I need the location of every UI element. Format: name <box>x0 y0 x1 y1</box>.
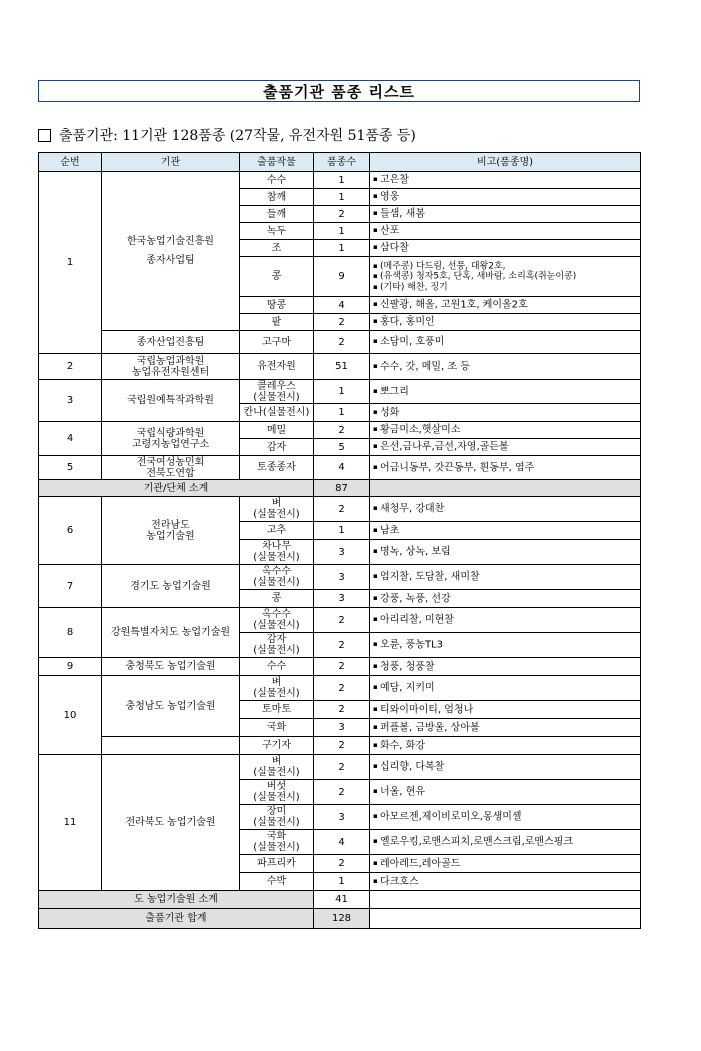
org-name-line2: 농업유전자원센터 <box>131 366 210 378</box>
note-line: ▪ (유색콩) 청자5호, 단혹, 새바람, 소리혹(쥐눈이콩) <box>373 271 637 282</box>
crop-cell <box>240 540 314 565</box>
count-cell: 2 <box>314 737 370 755</box>
empty-cell <box>370 480 641 497</box>
subtotal-count: 87 <box>314 480 370 497</box>
section-heading <box>38 125 416 145</box>
row-number: 5 <box>39 456 102 480</box>
crop-cell <box>240 805 314 830</box>
crop-cell: 참깨 <box>240 189 314 206</box>
crop-line1: 벼 <box>271 498 282 509</box>
crop-cell: 토종종자 <box>240 456 314 480</box>
count-cell: 2 <box>314 314 370 331</box>
note-cell: ▪ 소담미, 호풍미 <box>370 331 641 354</box>
crop-line1: 국화 <box>266 831 287 842</box>
crop-line1: 옥수수 <box>262 566 291 577</box>
crop-cell: 콩 <box>240 590 314 608</box>
org-name <box>102 172 240 331</box>
count-cell: 1 <box>314 189 370 206</box>
org-name-line1: 국립식량과학원 <box>136 427 205 439</box>
org-name-line1: 전국여성농민회 <box>136 456 205 468</box>
crop-line1: 감자 <box>266 634 287 645</box>
count-cell: 4 <box>314 830 370 855</box>
note-cell: ▪ 다크호스 <box>370 873 641 891</box>
org-name-line2: 전북도연합 <box>146 467 195 479</box>
subtotal-row <box>39 891 641 909</box>
org-name-line1: 한국농업기술진흥원 <box>127 236 214 247</box>
crop-line1: 버섯 <box>266 781 287 792</box>
crop-cell <box>240 497 314 522</box>
note-cell: ▪ 고은찰 <box>370 172 641 189</box>
note-cell: ▪ 황금미소,햇살미소 <box>370 422 641 439</box>
crop-line1: 벼 <box>271 756 282 767</box>
crop-cell: 고추 <box>240 522 314 540</box>
row-number: 9 <box>39 658 102 676</box>
crop-cell: 팥 <box>240 314 314 331</box>
note-cell: ▪ 옐로우킹,로맨스피치,로맨스크림,로맨스핑크 <box>370 830 641 855</box>
note-cell: ▪ 남초 <box>370 522 641 540</box>
org-name: 경기도 농업기술원 <box>102 565 240 608</box>
count-cell: 2 <box>314 755 370 780</box>
row-number: 1 <box>39 172 102 354</box>
count-cell: 1 <box>314 873 370 891</box>
note-cell: ▪ 산포 <box>370 223 641 240</box>
crop-line2: (실물전시) <box>253 552 300 563</box>
table-row <box>39 354 641 380</box>
note-cell: ▪ 신팔광, 해올, 고원1호, 케이올2호 <box>370 297 641 314</box>
variety-table <box>38 152 641 929</box>
table-row <box>39 608 641 633</box>
org-name: 충청북도 농업기술원 <box>102 658 240 676</box>
crop-cell: 감자 <box>240 439 314 456</box>
crop-line2: (실물전시) <box>253 842 300 853</box>
count-cell: 1 <box>314 223 370 240</box>
subtotal-label: 기관/단체 소계 <box>39 480 314 497</box>
total-label: 출품기관 합계 <box>39 909 314 929</box>
crop-line1: 콜레우스 <box>257 380 296 392</box>
org-name: 강원특별자치도 농업기술원 <box>102 608 240 658</box>
table-row <box>39 172 641 189</box>
row-number: 3 <box>39 380 102 422</box>
crop-cell: 칸나(실물전시) <box>240 404 314 422</box>
crop-cell: 땅콩 <box>240 297 314 314</box>
count-cell: 2 <box>314 701 370 719</box>
count-cell: 1 <box>314 404 370 422</box>
count-cell: 9 <box>314 257 370 297</box>
count-cell: 3 <box>314 590 370 608</box>
col-header-no: 순번 <box>39 153 102 172</box>
note-cell: ▪ 퍼플볼, 금방울, 상아볼 <box>370 719 641 737</box>
table-row <box>39 456 641 480</box>
crop-cell: 파프리카 <box>240 855 314 873</box>
crop-cell: 수수 <box>240 172 314 189</box>
note-cell: ▪ 아리리찰, 미현찰 <box>370 608 641 633</box>
table-header <box>39 153 641 172</box>
crop-line2: (실물전시) <box>253 620 300 631</box>
note-line: ▪ (기타) 해찬, 징기 <box>373 282 637 293</box>
note-cell: ▪ 오륜, 풍농TL3 <box>370 633 641 658</box>
note-cell: ▪ 티와이마이티, 엄청나 <box>370 701 641 719</box>
crop-line2: (실물전시) <box>253 509 300 520</box>
org-name <box>102 422 240 456</box>
note-cell: ▪ 삼다찰 <box>370 240 641 257</box>
count-cell: 4 <box>314 297 370 314</box>
table-row <box>39 676 641 701</box>
crop-line1: 장미 <box>266 806 287 817</box>
crop-cell <box>240 608 314 633</box>
count-cell: 2 <box>314 855 370 873</box>
crop-line2: (실물전시) <box>253 767 300 778</box>
note-cell: ▪ 레아레드,레아골드 <box>370 855 641 873</box>
org-name-line1: 국립농업과학원 <box>136 355 205 367</box>
count-cell: 3 <box>314 540 370 565</box>
col-header-note: 비고(품종명) <box>370 153 641 172</box>
org-name <box>102 354 240 380</box>
note-cell: ▪ 청풍, 청풍찰 <box>370 658 641 676</box>
empty-cell <box>370 909 641 929</box>
row-number: 6 <box>39 497 102 565</box>
note-line: ▪ (메주콩) 다드림, 선풍, 대왕2호, <box>373 261 637 272</box>
note-cell: ▪ 뽀그리 <box>370 380 641 404</box>
note-cell: ▪ 예담, 지키미 <box>370 676 641 701</box>
total-row <box>39 909 641 929</box>
checkbox-square-icon <box>38 129 51 142</box>
crop-cell: 콩 <box>240 257 314 297</box>
count-cell: 5 <box>314 439 370 456</box>
note-cell: ▪ 명녹, 상녹, 보림 <box>370 540 641 565</box>
note-cell: ▪ 강풍, 녹풍, 선강 <box>370 590 641 608</box>
crop-cell: 메밀 <box>240 422 314 439</box>
note-cell: ▪ 새청무, 강대찬 <box>370 497 641 522</box>
count-cell: 1 <box>314 172 370 189</box>
subtotal-row <box>39 480 641 497</box>
crop-cell <box>240 380 314 404</box>
empty-cell <box>102 737 240 755</box>
org-name <box>102 456 240 480</box>
crop-line1: 옥수수 <box>262 609 291 620</box>
note-cell: ▪ 화수, 화강 <box>370 737 641 755</box>
crop-cell <box>240 633 314 658</box>
note-cell: ▪ 성화 <box>370 404 641 422</box>
crop-cell <box>240 830 314 855</box>
crop-line2: (실물전시) <box>253 645 300 656</box>
org-name: 국립원예특작과학원 <box>102 380 240 422</box>
note-cell: ▪ 엄지찰, 도담찰, 새미찰 <box>370 565 641 590</box>
count-cell: 2 <box>314 676 370 701</box>
col-header-crop: 출품작물 <box>240 153 314 172</box>
count-cell: 1 <box>314 380 370 404</box>
crop-cell: 구기자 <box>240 737 314 755</box>
crop-cell: 유전자원 <box>240 354 314 380</box>
crop-cell: 수수 <box>240 658 314 676</box>
table-row <box>39 565 641 590</box>
count-cell: 3 <box>314 719 370 737</box>
table-row <box>39 422 641 439</box>
count-cell: 2 <box>314 331 370 354</box>
crop-line2: (실물전시) <box>253 817 300 828</box>
count-cell: 4 <box>314 456 370 480</box>
crop-cell: 국화 <box>240 719 314 737</box>
subtotal-label: 도 농업기술원 소계 <box>39 891 314 909</box>
row-number: 8 <box>39 608 102 658</box>
crop-line2: (실물전시) <box>253 688 300 699</box>
table-row <box>39 755 641 780</box>
count-cell: 2 <box>314 422 370 439</box>
note-cell: ▪ 수수, 갓, 메밀, 조 등 <box>370 354 641 380</box>
org-name-line1: 전라남도 <box>151 519 190 531</box>
crop-line1: 벼 <box>271 677 282 688</box>
crop-cell: 녹두 <box>240 223 314 240</box>
note-cell: ▪ 은선,금나루,금선,자영,골든볼 <box>370 439 641 456</box>
table-row <box>39 380 641 404</box>
page-title: 출품기관 품종 리스트 <box>38 80 640 102</box>
row-number: 2 <box>39 354 102 380</box>
table-row <box>39 497 641 522</box>
crop-cell <box>240 676 314 701</box>
count-cell: 51 <box>314 354 370 380</box>
org-name-line2: 농업기술원 <box>146 530 195 542</box>
heading-text: 출품기관: 11기관 128품종 (27작물, 유전자원 51품종 등) <box>59 128 416 144</box>
crop-line2: (실물전시) <box>253 577 300 588</box>
subtotal-count: 41 <box>314 891 370 909</box>
crop-cell <box>240 780 314 805</box>
col-header-org: 기관 <box>102 153 240 172</box>
count-cell: 1 <box>314 522 370 540</box>
note-cell: ▪ 어금니동부, 갓끈동부, 흰동부, 염주 <box>370 456 641 480</box>
crop-line1: 차나무 <box>262 541 291 552</box>
org-name: 전라북도 농업기술원 <box>102 755 240 891</box>
crop-cell <box>240 755 314 780</box>
count-cell: 1 <box>314 240 370 257</box>
table-row <box>39 737 641 755</box>
note-cell: ▪ 아모르젠,제이비로미오,몽생미셸 <box>370 805 641 830</box>
org-name-line2: 고령지농업연구소 <box>131 438 210 450</box>
count-cell: 2 <box>314 633 370 658</box>
table-row <box>39 331 641 354</box>
crop-line2: (실물전시) <box>253 391 300 403</box>
org-name: 충청남도 농업기술원 <box>102 676 240 737</box>
note-cell: ▪ 들샘, 새봄 <box>370 206 641 223</box>
count-cell: 2 <box>314 497 370 522</box>
note-cell: ▪ 영웅 <box>370 189 641 206</box>
org-name-line2: 종자사업팀 <box>146 255 195 266</box>
crop-cell: 들깨 <box>240 206 314 223</box>
org-name: 종자산업진흥팀 <box>102 331 240 354</box>
count-cell: 2 <box>314 206 370 223</box>
crop-cell: 고구마 <box>240 331 314 354</box>
crop-cell: 조 <box>240 240 314 257</box>
crop-cell: 토마토 <box>240 701 314 719</box>
crop-cell <box>240 565 314 590</box>
row-number: 7 <box>39 565 102 608</box>
count-cell: 2 <box>314 658 370 676</box>
empty-cell <box>370 891 641 909</box>
crop-line2: (실물전시) <box>253 792 300 803</box>
table-row <box>39 658 641 676</box>
total-count: 128 <box>314 909 370 929</box>
count-cell: 2 <box>314 608 370 633</box>
note-cell <box>370 257 641 297</box>
org-name <box>102 497 240 565</box>
crop-cell: 수박 <box>240 873 314 891</box>
row-number: 11 <box>39 755 102 891</box>
count-cell: 2 <box>314 780 370 805</box>
count-cell: 3 <box>314 805 370 830</box>
col-header-count: 품종수 <box>314 153 370 172</box>
count-cell: 3 <box>314 565 370 590</box>
row-number: 4 <box>39 422 102 456</box>
note-cell: ▪ 십리향, 다복찰 <box>370 755 641 780</box>
note-cell: ▪ 홍다, 홍미인 <box>370 314 641 331</box>
note-cell: ▪ 너울, 현유 <box>370 780 641 805</box>
row-number: 10 <box>39 676 102 755</box>
